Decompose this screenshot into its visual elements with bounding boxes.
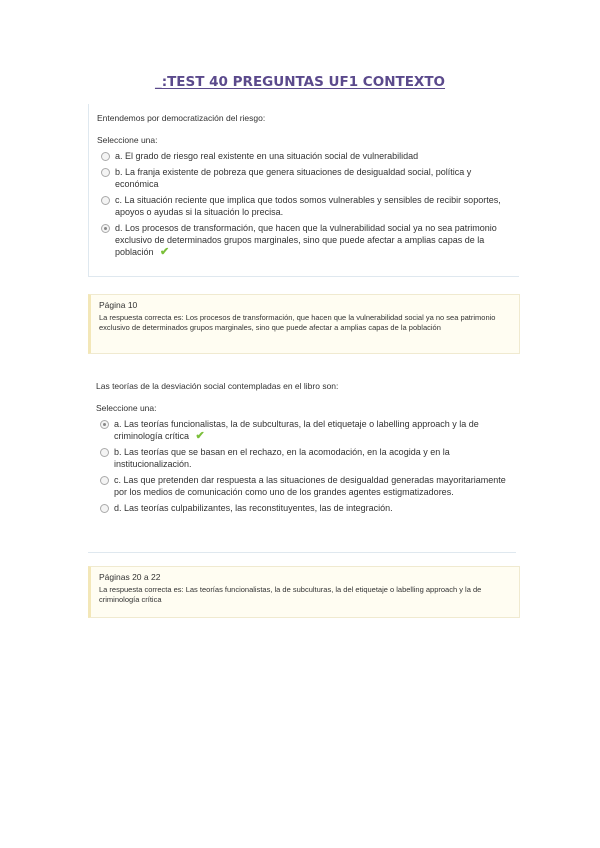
answer-option-c[interactable] xyxy=(99,194,509,218)
option-label: b. Las teorías que se basan en el rechazo, en la acomodación, en la acogida y en la institucionalización. xyxy=(114,447,450,469)
radio-button[interactable] xyxy=(100,476,109,485)
option-label: a. Las teorías funcionalistas, la de subculturas, la del etiquetaje o labelling approach y la de criminología crítica xyxy=(114,419,479,441)
radio-button[interactable] xyxy=(100,504,109,513)
select-one-label: Seleccione una: xyxy=(97,135,158,145)
option-label: c. La situación reciente que implica que todos somos vulnerables y sensibles de recibir soportes, apoyos o ayudas si la situación lo precisa. xyxy=(115,195,501,217)
feedback-heading: Página 10 xyxy=(99,300,138,310)
answer-options xyxy=(99,150,509,262)
answer-option-c[interactable] xyxy=(98,474,508,498)
option-label: a. El grado de riesgo real existente en una situación social de vulnerabilidad xyxy=(115,151,419,161)
question-text: Entendemos por democratización del riesgo: xyxy=(97,113,266,123)
answer-option-b[interactable] xyxy=(99,166,509,190)
radio-button[interactable] xyxy=(101,152,110,161)
select-one-label: Seleccione una: xyxy=(96,403,157,413)
check-icon: ✔ xyxy=(160,246,170,258)
answer-option-d[interactable] xyxy=(99,222,509,258)
feedback-heading: Páginas 20 a 22 xyxy=(99,572,161,582)
answer-option-b[interactable] xyxy=(98,446,508,470)
question-block-2 xyxy=(88,372,516,553)
radio-button[interactable] xyxy=(101,196,110,205)
option-label: b. La franja existente de pobreza que genera situaciones de desigualdad social, política y económica xyxy=(115,167,472,189)
page-title xyxy=(0,74,600,90)
feedback-text: La respuesta correcta es: Los procesos de transformación, que hacen que la vulnerabilidad social ya no sea patrimonio exclusivo de determinados grupos marginales, sino que puede afectar a amplias capas de la población xyxy=(99,313,496,332)
radio-button[interactable] xyxy=(101,168,110,177)
page-title-text: _:TEST 40 PREGUNTAS UF1 CONTEXTO xyxy=(154,74,446,90)
answer-option-a[interactable] xyxy=(99,150,509,162)
option-label: d. Los procesos de transformación, que hacen que la vulnerabilidad social ya no sea patrimonio exclusivo de determinados grupos marginales, sino que puede afectar a amplias capas de la población xyxy=(115,223,497,257)
option-label: d. Las teorías culpabilizantes, las reconstituyentes, las de integración. xyxy=(114,503,393,513)
answer-option-d[interactable] xyxy=(98,502,508,514)
feedback-text: La respuesta correcta es: Las teorías funcionalistas, la de subculturas, la del etiquetaje o labelling approach y la de criminología crítica xyxy=(99,585,482,604)
check-icon: ✔ xyxy=(195,430,205,442)
radio-button[interactable] xyxy=(100,448,109,457)
feedback-box-2 xyxy=(88,566,520,618)
question-text: Las teorías de la desviación social contempladas en el libro son: xyxy=(96,381,339,391)
option-label: c. Las que pretenden dar respuesta a las situaciones de desigualdad generadas mayoritariamente por los medios de comunicación como uno de los grandes agentes estigmatizadores. xyxy=(114,475,506,497)
feedback-box-1 xyxy=(88,294,520,354)
radio-button-selected[interactable] xyxy=(101,224,110,233)
answer-options xyxy=(98,418,508,518)
question-block-1 xyxy=(88,104,519,277)
answer-option-a[interactable] xyxy=(98,418,508,442)
radio-button-selected[interactable] xyxy=(100,420,109,429)
